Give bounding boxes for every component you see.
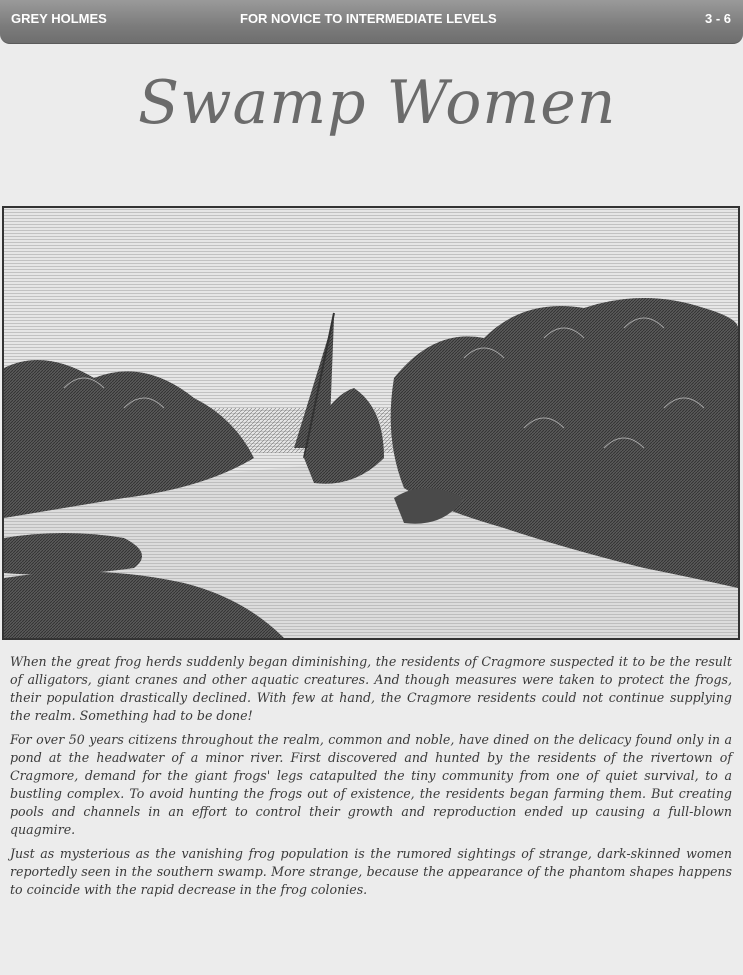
paragraph-2: For over 50 years citizens throughout the realm, common and noble, have dined on the delicacy found only in a pond at the headwater of a minor river. First discovered and hunted by the residents of the rivertown of Cragmore, demand for the giant frogs' legs catapulted the tiny community from one of quiet survival, to a bustling complex. To avoid hunting the frogs out of existence, the residents began farming them. But creating pools and channels in an effort to control their growth and reproduction ended up causing a full-blown quagmire. [10, 732, 732, 837]
level-label: FOR NOVICE TO INTERMEDIATE LEVELS [240, 11, 497, 26]
swamp-engraving-illustration [2, 206, 740, 640]
page-title: Swamp Women [138, 68, 617, 138]
paragraph-3: Just as mysterious as the vanishing frog population is the rumored sightings of strange, dark-skinned women reportedly seen in the southern swamp. More strange, because the appearance of the phantom shapes happens to coincide with the rapid decrease in the frog colonies. [10, 846, 732, 897]
swamp-illustration-icon [4, 208, 738, 638]
header-bar [0, 0, 743, 44]
level-range: 3 - 6 [704, 11, 731, 26]
paragraph-1: When the great frog herds suddenly began diminishing, the residents of Cragmore suspected it to be the result of alligators, giant cranes and other aquatic creatures. And though measures were taken to protect the frogs, their population drastically declined. With few at hand, the Cragmore residents could not continue supplying the realm. Something had to be done! [10, 654, 732, 723]
author-name: GREY HOLMES [11, 11, 107, 26]
body-text [10, 653, 732, 905]
